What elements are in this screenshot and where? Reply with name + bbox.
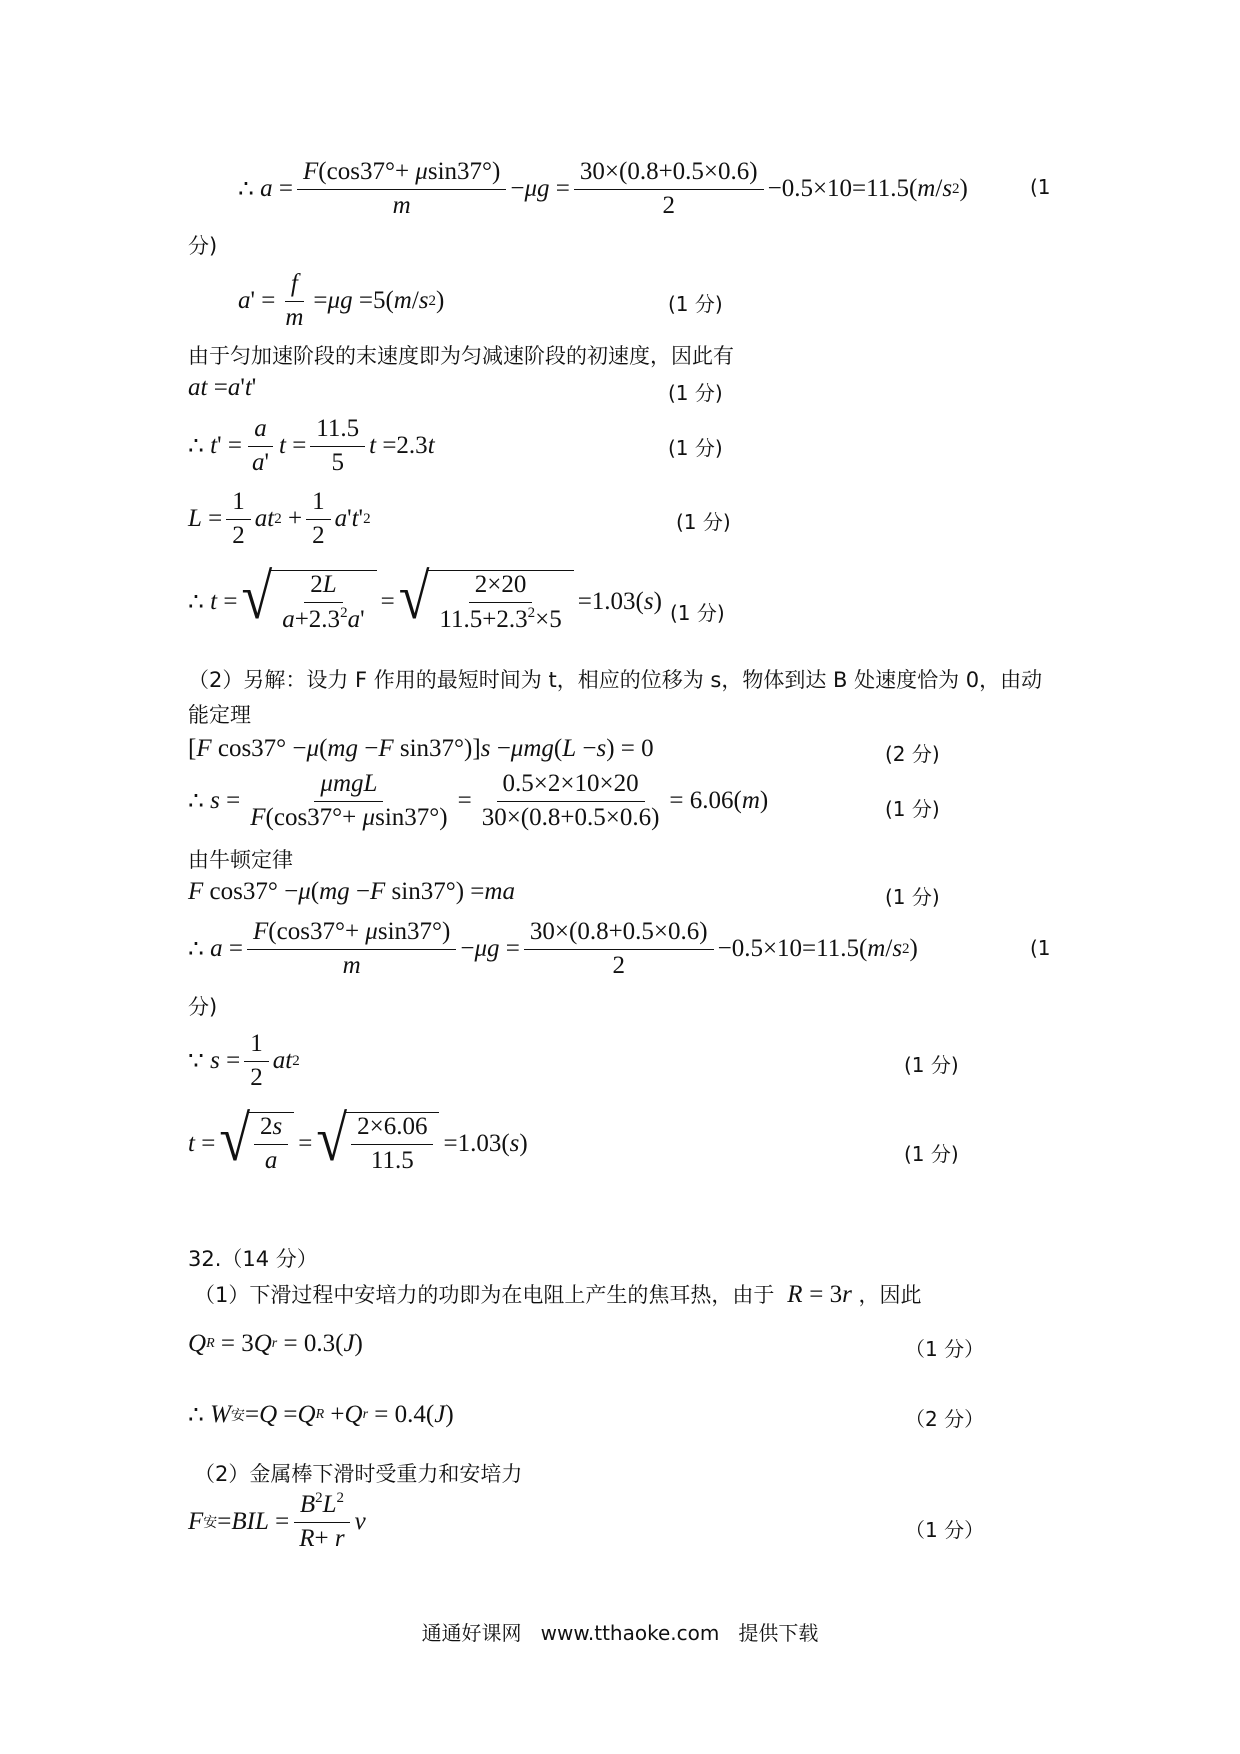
equation-time-2: t = √ $\frac{2s}{a}$ = √ $\frac{2\times 6.06}{11.5}$ =1.03( s ) [188, 1103, 528, 1176]
equation-acceleration-1: ∴ a = $\frac{F(\cos 37^\circ+ \mu\sin 37^\circ)}{m}$ − μg = $\frac{30\times(0.8+0.5\times 0.6)}{2}$ −0.5×10=11.5( m / s 2 ) [238, 158, 968, 219]
equation-length: L = $\frac{1}{2}$ at 2 + $\frac{1}{2}$ a ' t ' 2 [188, 488, 371, 549]
text-line: 分) [188, 234, 218, 258]
points-label: (1 分) [668, 292, 723, 316]
equation-displacement: ∴ s = $\frac{\text{μmgL}}{F(\cos 37^\circ+ \mu\sin 37^\circ)}$ = $\frac{0.5\times 2\times 10\times 20}{30\times(0.8+0.5\times 0.6)}$ = 6.06( m ) [188, 770, 769, 831]
points-label: （1 分） [905, 1337, 985, 1361]
points-label: （1 分） [905, 1518, 985, 1542]
equation-velocity-equal: at = a ' t ' [188, 374, 257, 401]
page-footer [0, 1617, 1240, 1646]
equation-work-ampere: ∴ W 安 = Q = Q R + Q r = 0.4( J ) [188, 1401, 454, 1429]
equation-ampere-force: F 安 = BIL = $\frac{B^2L^2}{R+ r}$ v [188, 1490, 366, 1552]
points-label: (1 分) [668, 381, 723, 405]
points-label: (1 [1030, 936, 1051, 960]
equation-time-1: ∴ t = √ $\frac{2L}{a+2.3^2a'}$ = √ $\frac{2\times 20}{11.5+2.3^2\times 5}$ =1.03( s ) [188, 561, 662, 634]
equation-t-prime: ∴ t ' = $\frac{a}{a'}$ t = $\frac{11.5}{5}$ t =2.3 t [188, 415, 435, 476]
points-label: (1 分) [885, 885, 940, 909]
text-line: 能定理 [188, 703, 251, 727]
equation-work-energy: [ F cos37° − μ ( mg − F sin37°)] s − μmg ( L − s ) = 0 [188, 735, 654, 762]
points-label: (1 分) [904, 1053, 959, 1077]
points-label: (1 分) [670, 601, 725, 625]
points-label: (1 [1030, 175, 1051, 199]
text-line: （2）另解：设力 F 作用的最短时间为 t，相应的位移为 s，物体到达 B 处速度恰为 0，由动 [188, 668, 1043, 692]
points-label: (2 分) [885, 742, 940, 766]
text-line: 由于匀加速阶段的末速度即为匀减速阶段的初速度，因此有 [188, 344, 734, 368]
points-label: （2 分） [905, 1407, 985, 1431]
equation-newton: F cos37° − μ ( mg − F sin37°) = ma [188, 878, 515, 905]
equation-deceleration: a ' = $\frac{f}{m}$ = μg =5( m / s 2 ) [238, 270, 445, 331]
equation-heat-R: Q R = 3 Q r = 0.3( J ) [188, 1330, 363, 1357]
text-line: （1）下滑过程中安培力的功即为在电阻上产生的焦耳热，由于 R = 3r ，因此 [194, 1281, 922, 1308]
footer-url[interactable]: www.tthaoke.com [540, 1621, 720, 1645]
text-line: 分) [188, 995, 218, 1019]
footer-site-name: 通通好课网 [421, 1621, 522, 1645]
points-label: (1 分) [904, 1142, 959, 1166]
points-label: (1 分) [668, 436, 723, 460]
points-label: (1 分) [676, 510, 731, 534]
text-line: （2）金属棒下滑时受重力和安培力 [194, 1462, 523, 1486]
text-line: 由牛顿定律 [188, 848, 293, 872]
equation-acceleration-2: ∴ a = $\frac{F(\cos 37^\circ+ \mu\sin 37^\circ)}{m}$ − μg = $\frac{30\times(0.8+0.5\times 0.6)}{2}$ −0.5×10=11.5( m / s 2 ) [188, 918, 918, 979]
question-header: 32.（14 分） [188, 1247, 318, 1271]
points-label: (1 分) [885, 797, 940, 821]
equation-s-kinematic: ∵ s = $\frac{1}{2}$ at 2 [188, 1030, 300, 1091]
footer-suffix: 提供下载 [738, 1621, 819, 1645]
